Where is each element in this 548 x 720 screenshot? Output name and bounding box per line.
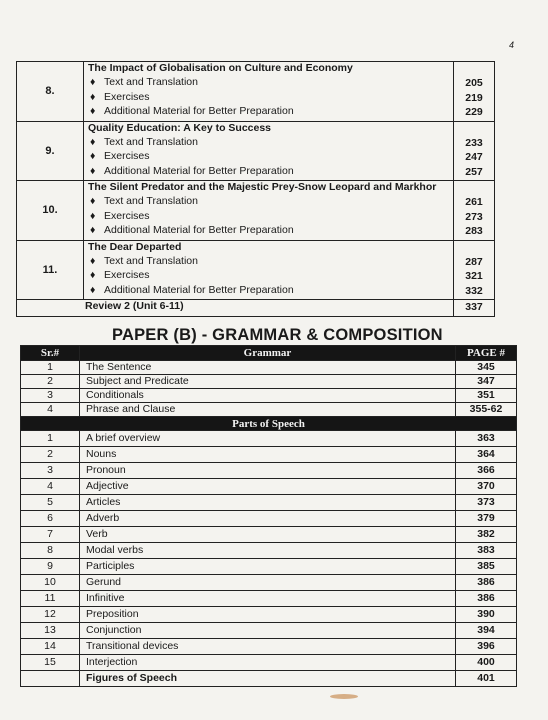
parts-of-speech-row xyxy=(21,431,517,447)
topic: Adjective xyxy=(80,479,456,495)
paper-b-title: PAPER (B) - GRAMMAR & COMPOSITION xyxy=(112,326,443,344)
sr-number: 4 xyxy=(21,403,80,417)
parts-of-speech-row xyxy=(21,623,517,639)
grammar-row xyxy=(21,403,517,417)
parts-of-speech-row xyxy=(21,671,517,687)
grammar-row xyxy=(21,389,517,403)
diamond-bullet-icon: ♦ xyxy=(90,135,96,148)
unit-item-label: Additional Material for Better Preparation xyxy=(104,105,294,117)
parts-of-speech-row xyxy=(21,463,517,479)
unit-item-label: Text and Translation xyxy=(104,135,198,148)
parts-of-speech-row xyxy=(21,447,517,463)
unit-content xyxy=(84,62,454,122)
unit-item-label: Additional Material for Better Preparation xyxy=(104,224,294,236)
unit-page-number: 283 xyxy=(465,225,483,237)
page-header: PAGE # xyxy=(456,346,517,361)
page-number: 345 xyxy=(456,361,517,375)
diamond-bullet-icon: ♦ xyxy=(90,224,96,236)
page-number: 396 xyxy=(456,639,517,655)
parts-of-speech-row xyxy=(21,479,517,495)
topic: Transitional devices xyxy=(80,639,456,655)
unit-page-number: 273 xyxy=(465,210,483,223)
unit-item-label: Additional Material for Better Preparation xyxy=(104,164,294,177)
unit-content xyxy=(84,121,454,181)
unit-page-number: 247 xyxy=(465,151,483,163)
page-number: 363 xyxy=(456,431,517,447)
sr-number: 10 xyxy=(21,575,80,591)
page-number: 366 xyxy=(456,463,517,479)
parts-of-speech-header-row xyxy=(21,417,517,431)
unit-title: The Dear Departed xyxy=(88,240,182,253)
sr-number: 15 xyxy=(21,655,80,671)
diamond-bullet-icon: ♦ xyxy=(90,90,96,103)
review-row xyxy=(17,300,495,317)
page-number: 379 xyxy=(456,511,517,527)
sr-number: 11 xyxy=(21,591,80,607)
unit-item-label: Text and Translation xyxy=(104,195,198,207)
page-number: 400 xyxy=(456,655,517,671)
sr-number: 2 xyxy=(21,375,80,389)
diamond-bullet-icon: ♦ xyxy=(90,195,96,207)
unit-page-number: 257 xyxy=(465,165,483,178)
spacer xyxy=(455,242,493,255)
grammar-header: Grammar xyxy=(80,346,456,361)
unit-page-number: 287 xyxy=(465,255,483,268)
topic: Infinitive xyxy=(80,591,456,607)
topic: The Sentence xyxy=(80,361,456,375)
review-page: 337 xyxy=(454,300,495,317)
sr-number: 9 xyxy=(21,559,80,575)
unit-pages xyxy=(454,62,495,122)
diamond-bullet-icon: ♦ xyxy=(90,150,96,162)
sr-number: 7 xyxy=(21,527,80,543)
topic: Subject and Predicate xyxy=(80,375,456,389)
unit-page-number: 332 xyxy=(465,284,483,297)
unit-item xyxy=(88,268,449,283)
unit-item xyxy=(88,135,449,150)
unit-content xyxy=(84,240,454,300)
unit-item xyxy=(88,90,449,105)
page-number: 347 xyxy=(456,375,517,389)
parts-of-speech-row xyxy=(21,543,517,559)
page-mark: 4 xyxy=(508,40,514,50)
diamond-bullet-icon: ♦ xyxy=(90,283,96,296)
parts-of-speech-row xyxy=(21,639,517,655)
sr-number: 6 xyxy=(21,511,80,527)
unit-pages xyxy=(454,240,495,300)
unit-item-label: Exercises xyxy=(104,209,150,222)
unit-item-label: Exercises xyxy=(104,90,150,103)
parts-of-speech-row xyxy=(21,511,517,527)
page-number: 401 xyxy=(456,671,517,687)
sr-number: 4 xyxy=(21,479,80,495)
sr-number: 13 xyxy=(21,623,80,639)
sr-number: 2 xyxy=(21,447,80,463)
spacer xyxy=(455,123,493,136)
parts-of-speech-row xyxy=(21,607,517,623)
unit-item xyxy=(88,149,449,164)
page-number: 383 xyxy=(456,543,517,559)
spacer xyxy=(455,63,493,76)
unit-page-number: 233 xyxy=(465,136,483,149)
topic: Conditionals xyxy=(80,389,456,403)
parts-of-speech-header: Parts of Speech xyxy=(21,417,517,431)
unit-item-label: Exercises xyxy=(104,150,150,162)
unit-item xyxy=(88,283,449,298)
unit-row xyxy=(17,62,495,122)
grammar-row xyxy=(21,361,517,375)
grammar-table xyxy=(20,345,517,687)
diamond-bullet-icon: ♦ xyxy=(90,254,96,267)
unit-title: The Impact of Globalisation on Culture and Economy xyxy=(88,62,353,74)
page-number: 364 xyxy=(456,447,517,463)
unit-row xyxy=(17,240,495,300)
unit-page-number: 321 xyxy=(465,270,483,282)
unit-page-number: 261 xyxy=(465,196,483,208)
topic: A brief overview xyxy=(80,431,456,447)
unit-pages xyxy=(454,181,495,241)
sr-number: 5 xyxy=(21,495,80,511)
grammar-header-row xyxy=(21,346,517,361)
diamond-bullet-icon: ♦ xyxy=(90,105,96,117)
sr-number: 14 xyxy=(21,639,80,655)
unit-item xyxy=(88,223,449,238)
unit-row xyxy=(17,121,495,181)
sr-number: 1 xyxy=(21,361,80,375)
unit-content xyxy=(84,181,454,241)
unit-page-number: 229 xyxy=(465,106,483,118)
sr-number xyxy=(21,671,80,687)
topic: Participles xyxy=(80,559,456,575)
page-number: 351 xyxy=(456,389,517,403)
sr-number: 3 xyxy=(21,389,80,403)
unit-number: 10. xyxy=(17,181,84,241)
unit-item xyxy=(88,75,449,90)
parts-of-speech-row xyxy=(21,527,517,543)
unit-item-label: Additional Material for Better Preparation xyxy=(104,283,294,296)
unit-row xyxy=(17,181,495,241)
page-number: 370 xyxy=(456,479,517,495)
unit-item-label: Text and Translation xyxy=(104,254,198,267)
unit-item-label: Text and Translation xyxy=(104,76,198,88)
unit-item xyxy=(88,209,449,224)
unit-title: Quality Education: A Key to Success xyxy=(88,121,272,134)
unit-item xyxy=(88,164,449,179)
topic: Pronoun xyxy=(80,463,456,479)
grammar-row xyxy=(21,375,517,389)
page-number: 394 xyxy=(456,623,517,639)
page-number: 385 xyxy=(456,559,517,575)
sr-number: 12 xyxy=(21,607,80,623)
parts-of-speech-row xyxy=(21,591,517,607)
spacer xyxy=(455,182,493,195)
page-number: 373 xyxy=(456,495,517,511)
unit-title: The Silent Predator and the Majestic Prey-Snow Leopard and Markhor xyxy=(88,181,437,193)
unit-number: 11. xyxy=(17,240,84,300)
topic: Adverb xyxy=(80,511,456,527)
sr-number: 8 xyxy=(21,543,80,559)
review-label: Review 2 (Unit 6-11) xyxy=(17,300,454,317)
unit-number: 8. xyxy=(17,62,84,122)
topic: Preposition xyxy=(80,607,456,623)
parts-of-speech-row xyxy=(21,575,517,591)
topic: Interjection xyxy=(80,655,456,671)
topic: Figures of Speech xyxy=(80,671,456,687)
page-number: 386 xyxy=(456,575,517,591)
unit-number: 9. xyxy=(17,121,84,181)
parts-of-speech-row xyxy=(21,559,517,575)
parts-of-speech-row xyxy=(21,495,517,511)
unit-item xyxy=(88,254,449,269)
unit-item xyxy=(88,104,449,119)
topic: Modal verbs xyxy=(80,543,456,559)
units-table xyxy=(16,61,495,317)
topic: Gerund xyxy=(80,575,456,591)
diamond-bullet-icon: ♦ xyxy=(90,269,96,281)
unit-page-number: 205 xyxy=(465,77,483,89)
page-number: 390 xyxy=(456,607,517,623)
topic: Articles xyxy=(80,495,456,511)
sr-number: 3 xyxy=(21,463,80,479)
parts-of-speech-row xyxy=(21,655,517,671)
topic: Phrase and Clause xyxy=(80,403,456,417)
diamond-bullet-icon: ♦ xyxy=(90,209,96,222)
diamond-bullet-icon: ♦ xyxy=(90,76,96,88)
page-number: 355-62 xyxy=(456,403,517,417)
unit-item-label: Exercises xyxy=(104,269,150,281)
unit-page-number: 219 xyxy=(465,91,483,104)
diamond-bullet-icon: ♦ xyxy=(90,164,96,177)
topic: Verb xyxy=(80,527,456,543)
unit-item xyxy=(88,194,449,209)
sr-header: Sr.# xyxy=(21,346,80,361)
sr-number: 1 xyxy=(21,431,80,447)
page-number: 382 xyxy=(456,527,517,543)
topic: Nouns xyxy=(80,447,456,463)
ink-smudge xyxy=(330,694,358,699)
unit-pages xyxy=(454,121,495,181)
topic: Conjunction xyxy=(80,623,456,639)
page-number: 386 xyxy=(456,591,517,607)
